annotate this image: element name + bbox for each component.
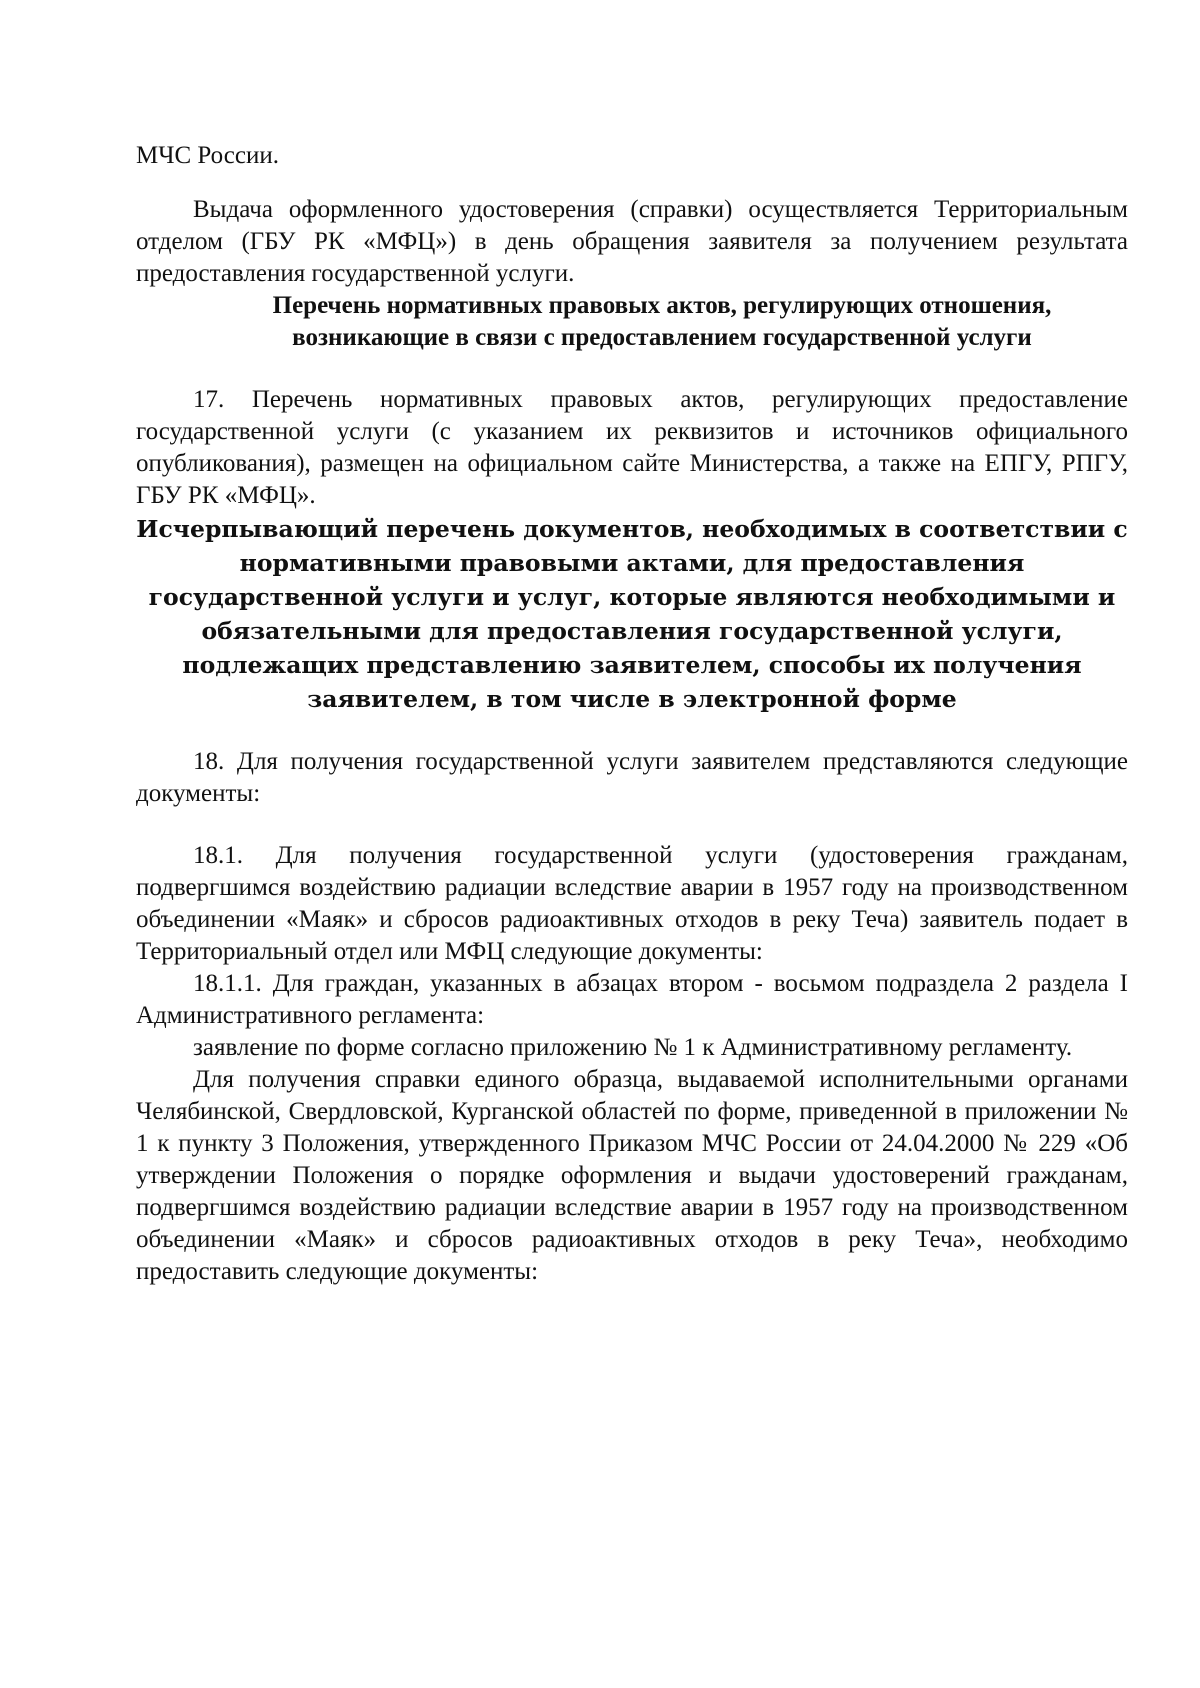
section-heading-legal-acts: Перечень нормативных правовых актов, регулирующих отношения, возникающие в связи с предоставлением государственной услуги (272, 292, 1052, 351)
paragraph-18-1-1: 18.1.1. Для граждан, указанных в абзацах втором - восьмом подраздела 2 раздела I Административного регламента: (136, 970, 1128, 1029)
section-heading-documents: Исчерпывающий перечень документов, необходимых в соответствии с нормативными правовыми актами, для предоставления государственной услуги и услуг, которые являются необходимыми и обязательными для предоставления государственной услуги, подлежащих представлению заявителем, способы их получения заявителем, в том числе в электронной форме (136, 515, 1128, 713)
paragraph-17: 17. Перечень нормативных правовых актов, регулирующих предоставление государственной услуги (с указанием их реквизитов и источников официального опубликования), размещен на официальном сайте Министерства, а также на ЕПГУ, РПГУ, ГБУ РК «МФЦ». (136, 386, 1128, 509)
paragraph-certificate: Для получения справки единого образца, выдаваемой исполнительными органами Челябинской, Свердловской, Курганской областей по форме, приведенной в приложении № 1 к пункту 3 Положения, утвержденного Приказом МЧС России от 24.04.2000 № 229 «Об утверждении Положения о порядке оформления и выдачи удостоверений гражданам, подвергшимся воздействию радиации вследствие аварии в 1957 году на производственном объединении «Маяк» и сбросов радиоактивных отходов в реку Теча», необходимо предоставить следующие документы: (136, 1066, 1128, 1285)
document-body (136, 140, 1128, 1288)
paragraph-18-1: 18.1. Для получения государственной услуги (удостоверения гражданам, подвергшимся воздействию радиации вследствие аварии в 1957 году на производственном объединении «Маяк» и сбросов радиоактивных отходов в реку Теча) заявитель подает в Территориальный отдел или МФЦ следующие документы: (136, 842, 1128, 965)
paragraph-continuation: МЧС России. (136, 142, 280, 169)
paragraph-issue: Выдача оформленного удостоверения (справки) осуществляется Территориальным отделом (ГБУ РК «МФЦ») в день обращения заявителя за получением результата предоставления государственной услуги. (136, 196, 1128, 287)
paragraph-application: заявление по форме согласно приложению № 1 к Административному регламенту. (193, 1034, 1073, 1061)
paragraph-18: 18. Для получения государственной услуги заявителем представляются следующие документы: (136, 748, 1128, 807)
